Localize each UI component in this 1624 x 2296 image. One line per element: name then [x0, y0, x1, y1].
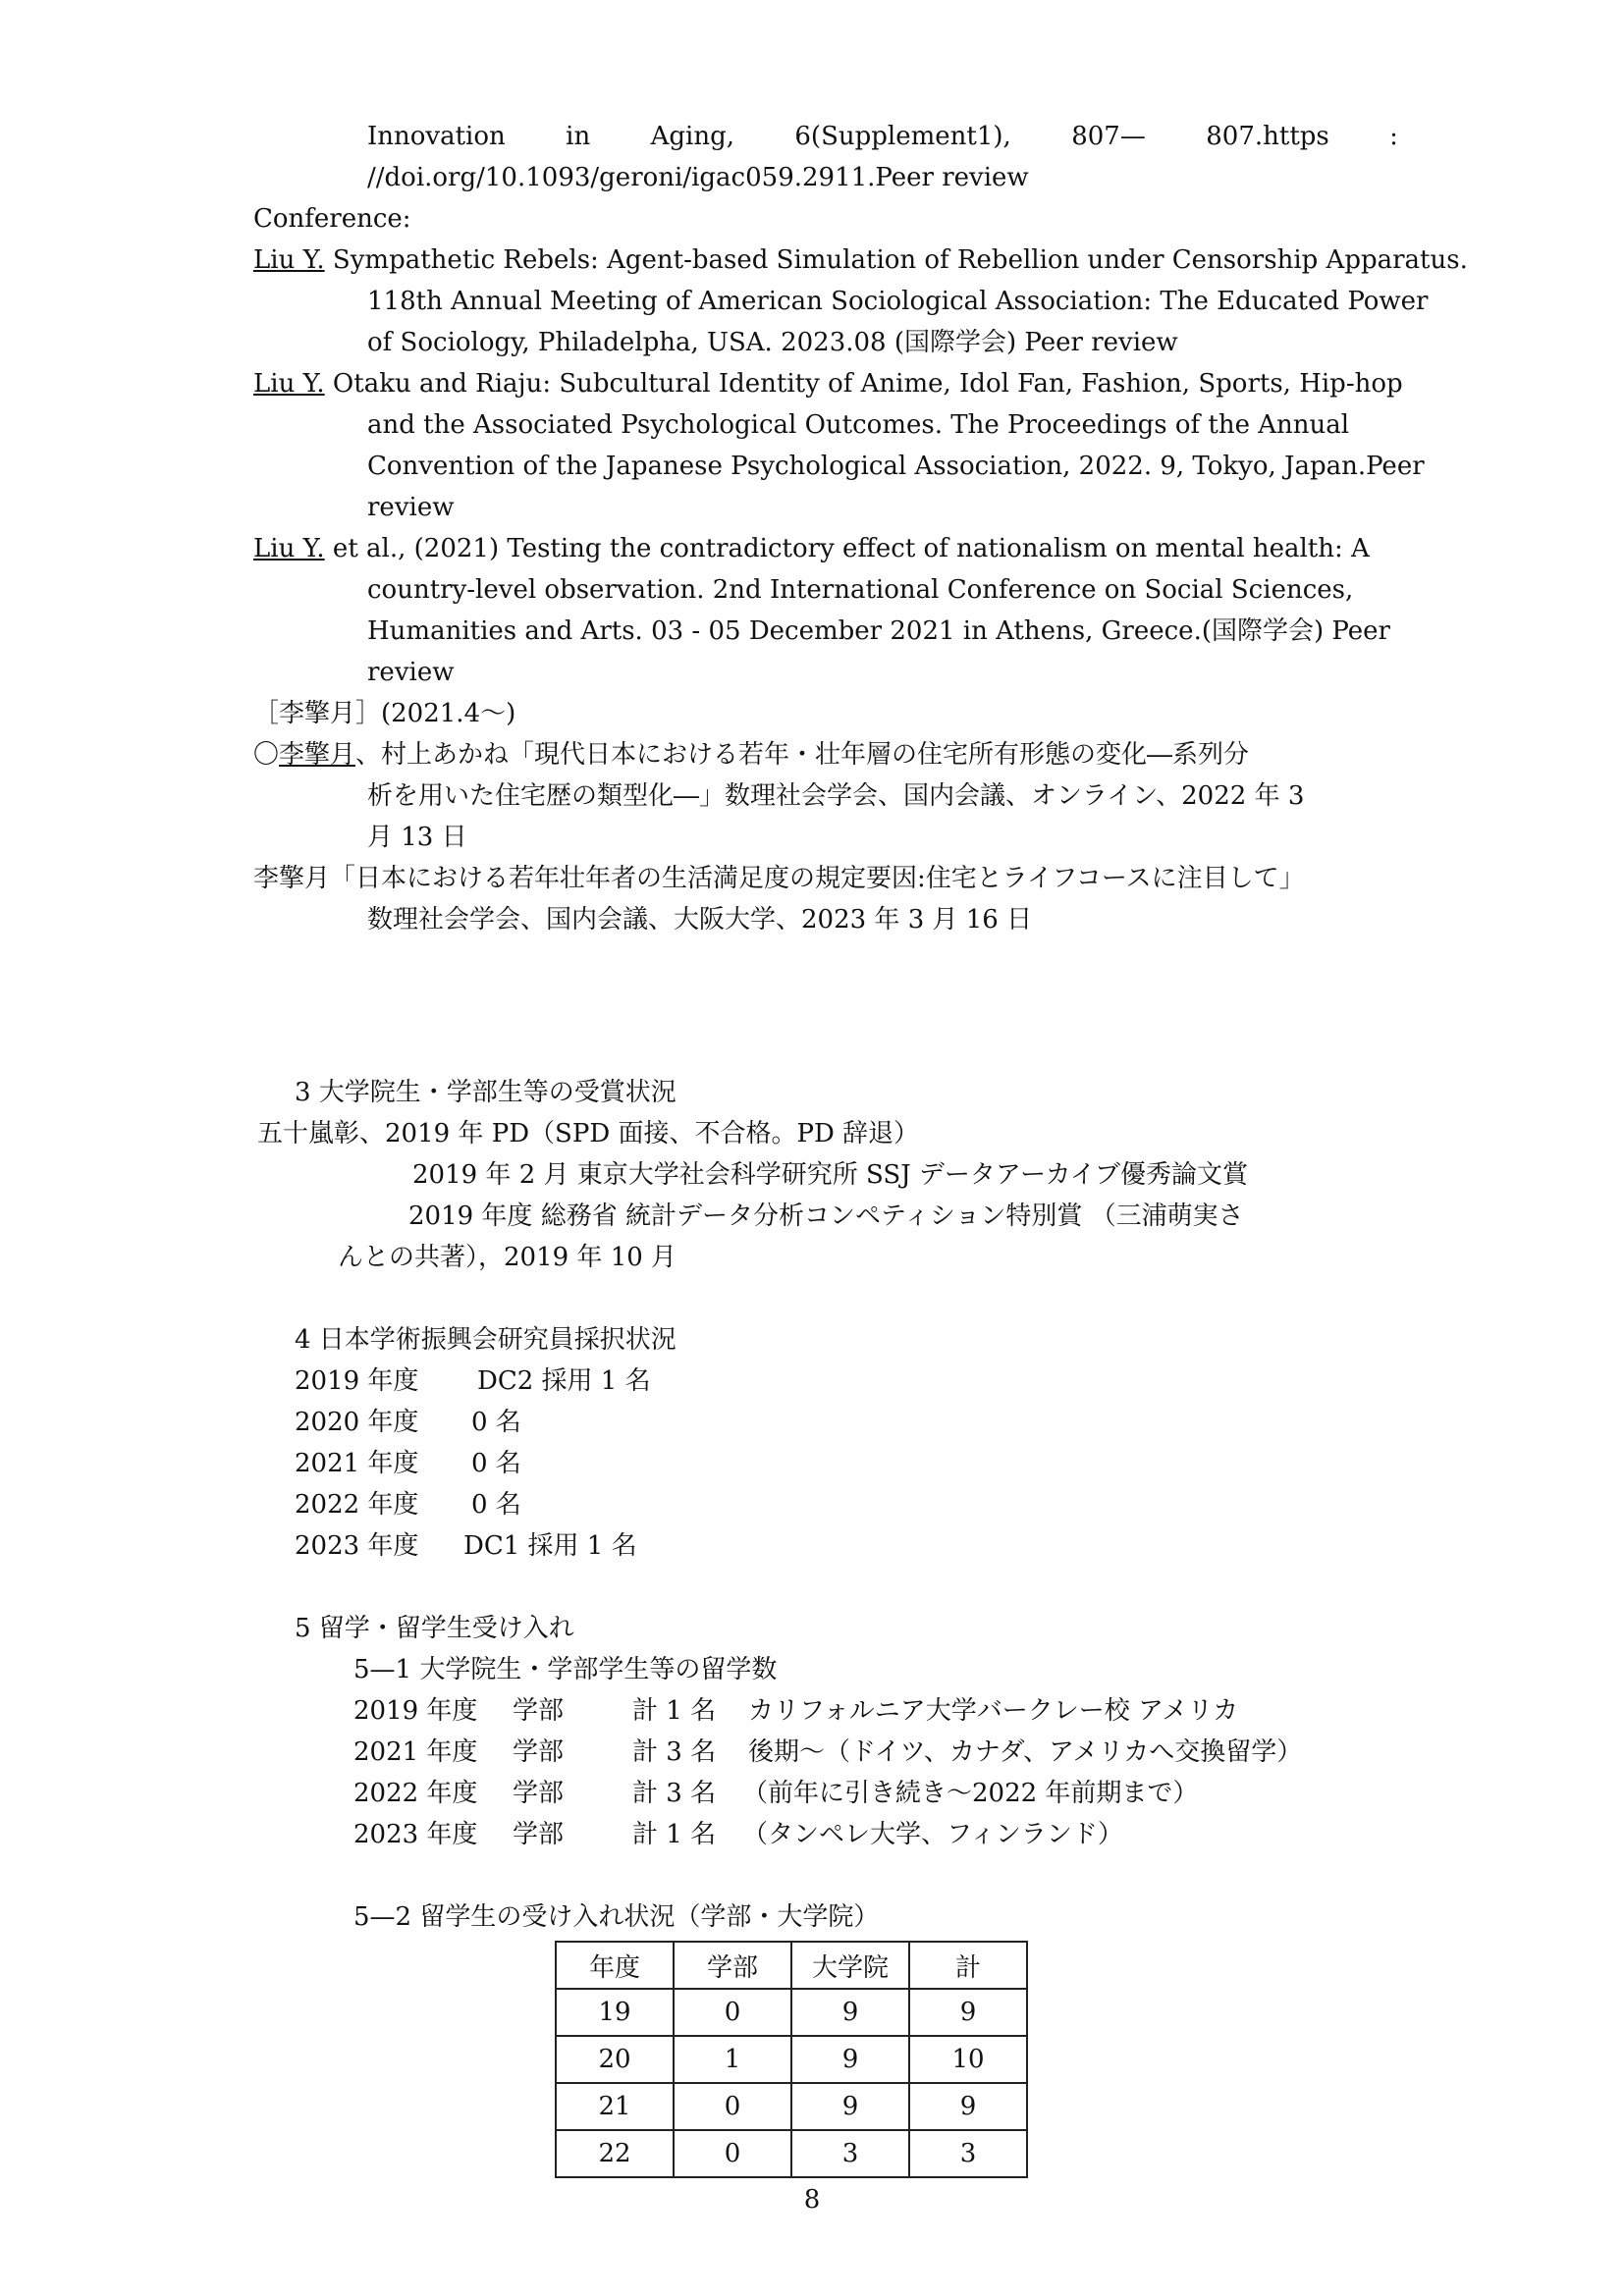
li-entry-2-line-1: 李擎月「日本における若年壮年者の生活満足度の規定要因:住宅とライフコースに注目して」 — [253, 864, 1305, 893]
table-cell: 20 — [556, 2036, 674, 2083]
conference-entry-1-line-2: 118th Annual Meeting of American Sociological Association: The Educated Power — [367, 287, 1429, 316]
abroad-note: 後期～（ドイツ、カナダ、アメリカへ交換留学） — [748, 1737, 1303, 1767]
abroad-dept: 学部 — [513, 1820, 565, 1849]
section-4-title: 4 日本学術振興会研究員採択状況 — [295, 1325, 677, 1355]
table-cell: 9 — [909, 1989, 1027, 2036]
li-entry-1-line-2: 析を用いた住宅歴の類型化―」数理社会学会、国内会議、オンライン、2022 年 3 — [367, 781, 1305, 811]
table-row — [556, 2083, 1027, 2130]
jsps-year: 2023 年度 — [295, 1531, 419, 1561]
abroad-year: 2019 年度 — [353, 1696, 478, 1726]
abroad-note: カリフォルニア大学バークレー校 アメリカ — [748, 1696, 1239, 1726]
text-fragment: Innovation — [367, 122, 506, 151]
conference-label: Conference: — [253, 204, 411, 234]
abroad-count: 計 1 名 — [632, 1696, 717, 1726]
jsps-year: 2022 年度 — [295, 1490, 419, 1520]
abroad-note: （前年に引き続き～2022 年前期まで） — [742, 1779, 1199, 1808]
page-number: 8 — [803, 2185, 821, 2215]
table-cell: 9 — [791, 2036, 909, 2083]
jsps-row — [295, 1443, 521, 1484]
table-header-cell: 学部 — [674, 1942, 791, 1989]
author-name: Liu Y. — [253, 369, 325, 399]
abroad-note: （タンペレ大学、フィンランド） — [742, 1820, 1123, 1849]
conference-entry-3-line-2: country-level observation. 2nd International Conference on Social Sciences, — [367, 575, 1354, 605]
conference-entry-2-line-3: Convention of the Japanese Psychological Association, 2022. 9, Tokyo, Japan.Peer — [367, 452, 1425, 481]
conference-entry-1-line-1 — [253, 240, 1468, 281]
conference-entry-2-line-2: and the Associated Psychological Outcomes. The Proceedings of the Annual — [367, 410, 1350, 440]
abroad-count: 計 3 名 — [632, 1779, 717, 1808]
subsection-5-2-title: 5—2 留学生の受け入れ状況（学部・大学院） — [353, 1902, 880, 1932]
text-fragment: 6(Supplement1), — [794, 122, 1011, 151]
table-header-row — [556, 1942, 1027, 1989]
jsps-row — [295, 1525, 637, 1567]
table-row — [556, 2130, 1027, 2177]
award-line-2: 2019 年 2 月 東京大学社会科学研究所 SSJ データアーカイブ優秀論文賞 — [412, 1160, 1249, 1190]
jsps-row — [295, 1361, 651, 1402]
award-line-4: んとの共著），2019 年 10 月 — [338, 1243, 677, 1272]
li-entry-2-line-2: 数理社会学会、国内会議、大阪大学、2023 年 3 月 16 日 — [367, 905, 1033, 934]
international-students-table — [555, 1941, 1028, 2178]
jsps-value: 0 名 — [471, 1449, 521, 1478]
jsps-year: 2020 年度 — [295, 1408, 419, 1437]
circle-mark: 〇 — [253, 740, 280, 770]
table-cell: 0 — [674, 2130, 791, 2177]
table-cell: 9 — [909, 2083, 1027, 2130]
text-fragment: : — [1389, 122, 1398, 151]
li-entry-1-line-1 — [253, 734, 1249, 775]
entry-text: Otaku and Riaju: Subcultural Identity of Anime, Idol Fan, Fashion, Sports, Hip-hop — [324, 369, 1403, 399]
jsps-row — [295, 1484, 521, 1525]
conference-entry-1-line-3: of Sociology, Philadelpha, USA. 2023.08 (国際学会) Peer review — [367, 328, 1178, 357]
table-cell: 3 — [909, 2130, 1027, 2177]
award-line-3: 2019 年度 総務省 統計データ分析コンペティション特別賞 （三浦萌実さ — [408, 1201, 1244, 1231]
table-cell: 0 — [674, 1989, 791, 2036]
section-5-title: 5 留学・留学生受け入れ — [295, 1614, 574, 1643]
study-abroad-row — [353, 1690, 1238, 1732]
table-cell: 3 — [791, 2130, 909, 2177]
author-name: 李擎月 — [279, 740, 356, 770]
table-cell: 9 — [791, 2083, 909, 2130]
abroad-year: 2022 年度 — [353, 1779, 478, 1808]
conference-entry-3-line-3: Humanities and Arts. 03 - 05 December 2021 in Athens, Greece.(国際学会) Peer — [367, 616, 1390, 646]
publication-tail-line-1 — [367, 116, 1398, 157]
jsps-year: 2021 年度 — [295, 1449, 419, 1478]
conference-entry-3-line-4: review — [367, 658, 455, 687]
text-fragment: 807— — [1071, 122, 1146, 151]
table-row — [556, 1989, 1027, 2036]
jsps-value: 0 名 — [471, 1408, 521, 1437]
table-header-cell: 計 — [909, 1942, 1027, 1989]
entry-text: et al., (2021) Testing the contradictory effect of nationalism on mental health: A — [324, 534, 1370, 563]
table-cell: 9 — [791, 1989, 909, 2036]
table-cell: 1 — [674, 2036, 791, 2083]
jsps-value: DC1 採用 1 名 — [463, 1531, 637, 1561]
publication-tail-line-2: //doi.org/10.1093/geroni/igac059.2911.Peer review — [367, 163, 1029, 192]
text-fragment: Aging, — [650, 122, 734, 151]
entry-text: Sympathetic Rebels: Agent-based Simulation of Rebellion under Censorship Apparatus. — [324, 245, 1468, 275]
abroad-dept: 学部 — [513, 1696, 565, 1726]
abroad-year: 2021 年度 — [353, 1737, 478, 1767]
text-fragment: in — [566, 122, 591, 151]
abroad-dept: 学部 — [513, 1779, 565, 1808]
jsps-year: 2019 年度 — [295, 1366, 419, 1396]
table-cell: 21 — [556, 2083, 674, 2130]
table-cell: 0 — [674, 2083, 791, 2130]
table-header-cell: 年度 — [556, 1942, 674, 1989]
table-cell: 10 — [909, 2036, 1027, 2083]
jsps-value: DC2 採用 1 名 — [477, 1366, 651, 1396]
abroad-year: 2023 年度 — [353, 1820, 478, 1849]
abroad-dept: 学部 — [513, 1737, 565, 1767]
subsection-5-1-title: 5—1 大学院生・学部学生等の留学数 — [353, 1655, 778, 1684]
section-3-title: 3 大学院生・学部生等の受賞状況 — [295, 1078, 677, 1107]
conference-entry-2-line-1 — [253, 363, 1403, 404]
text-fragment: 807.https — [1206, 122, 1329, 151]
author-name: Liu Y. — [253, 534, 325, 563]
abroad-count: 計 3 名 — [632, 1737, 717, 1767]
table-header-cell: 大学院 — [791, 1942, 909, 1989]
study-abroad-row — [353, 1773, 1198, 1814]
table-row — [556, 2036, 1027, 2083]
study-abroad-row — [353, 1814, 1123, 1855]
jsps-row — [295, 1402, 521, 1443]
table-cell: 22 — [556, 2130, 674, 2177]
li-entry-1-line-3: 月 13 日 — [367, 823, 467, 852]
author-name: Liu Y. — [253, 245, 325, 275]
conference-entry-2-line-4: review — [367, 493, 455, 522]
conference-entry-3-line-1 — [253, 528, 1370, 569]
entry-text: 、村上あかね「現代日本における若年・壮年層の住宅所有形態の変化―系列分 — [355, 740, 1250, 770]
study-abroad-row — [353, 1732, 1302, 1773]
abroad-count: 計 1 名 — [632, 1820, 717, 1849]
researcher-header: ［李擎月］(2021.4～) — [253, 699, 516, 728]
table-cell: 19 — [556, 1989, 674, 2036]
award-line-1: 五十嵐彰、2019 年 PD（SPD 面接、不合格。PD 辞退） — [257, 1119, 920, 1148]
jsps-value: 0 名 — [471, 1490, 521, 1520]
